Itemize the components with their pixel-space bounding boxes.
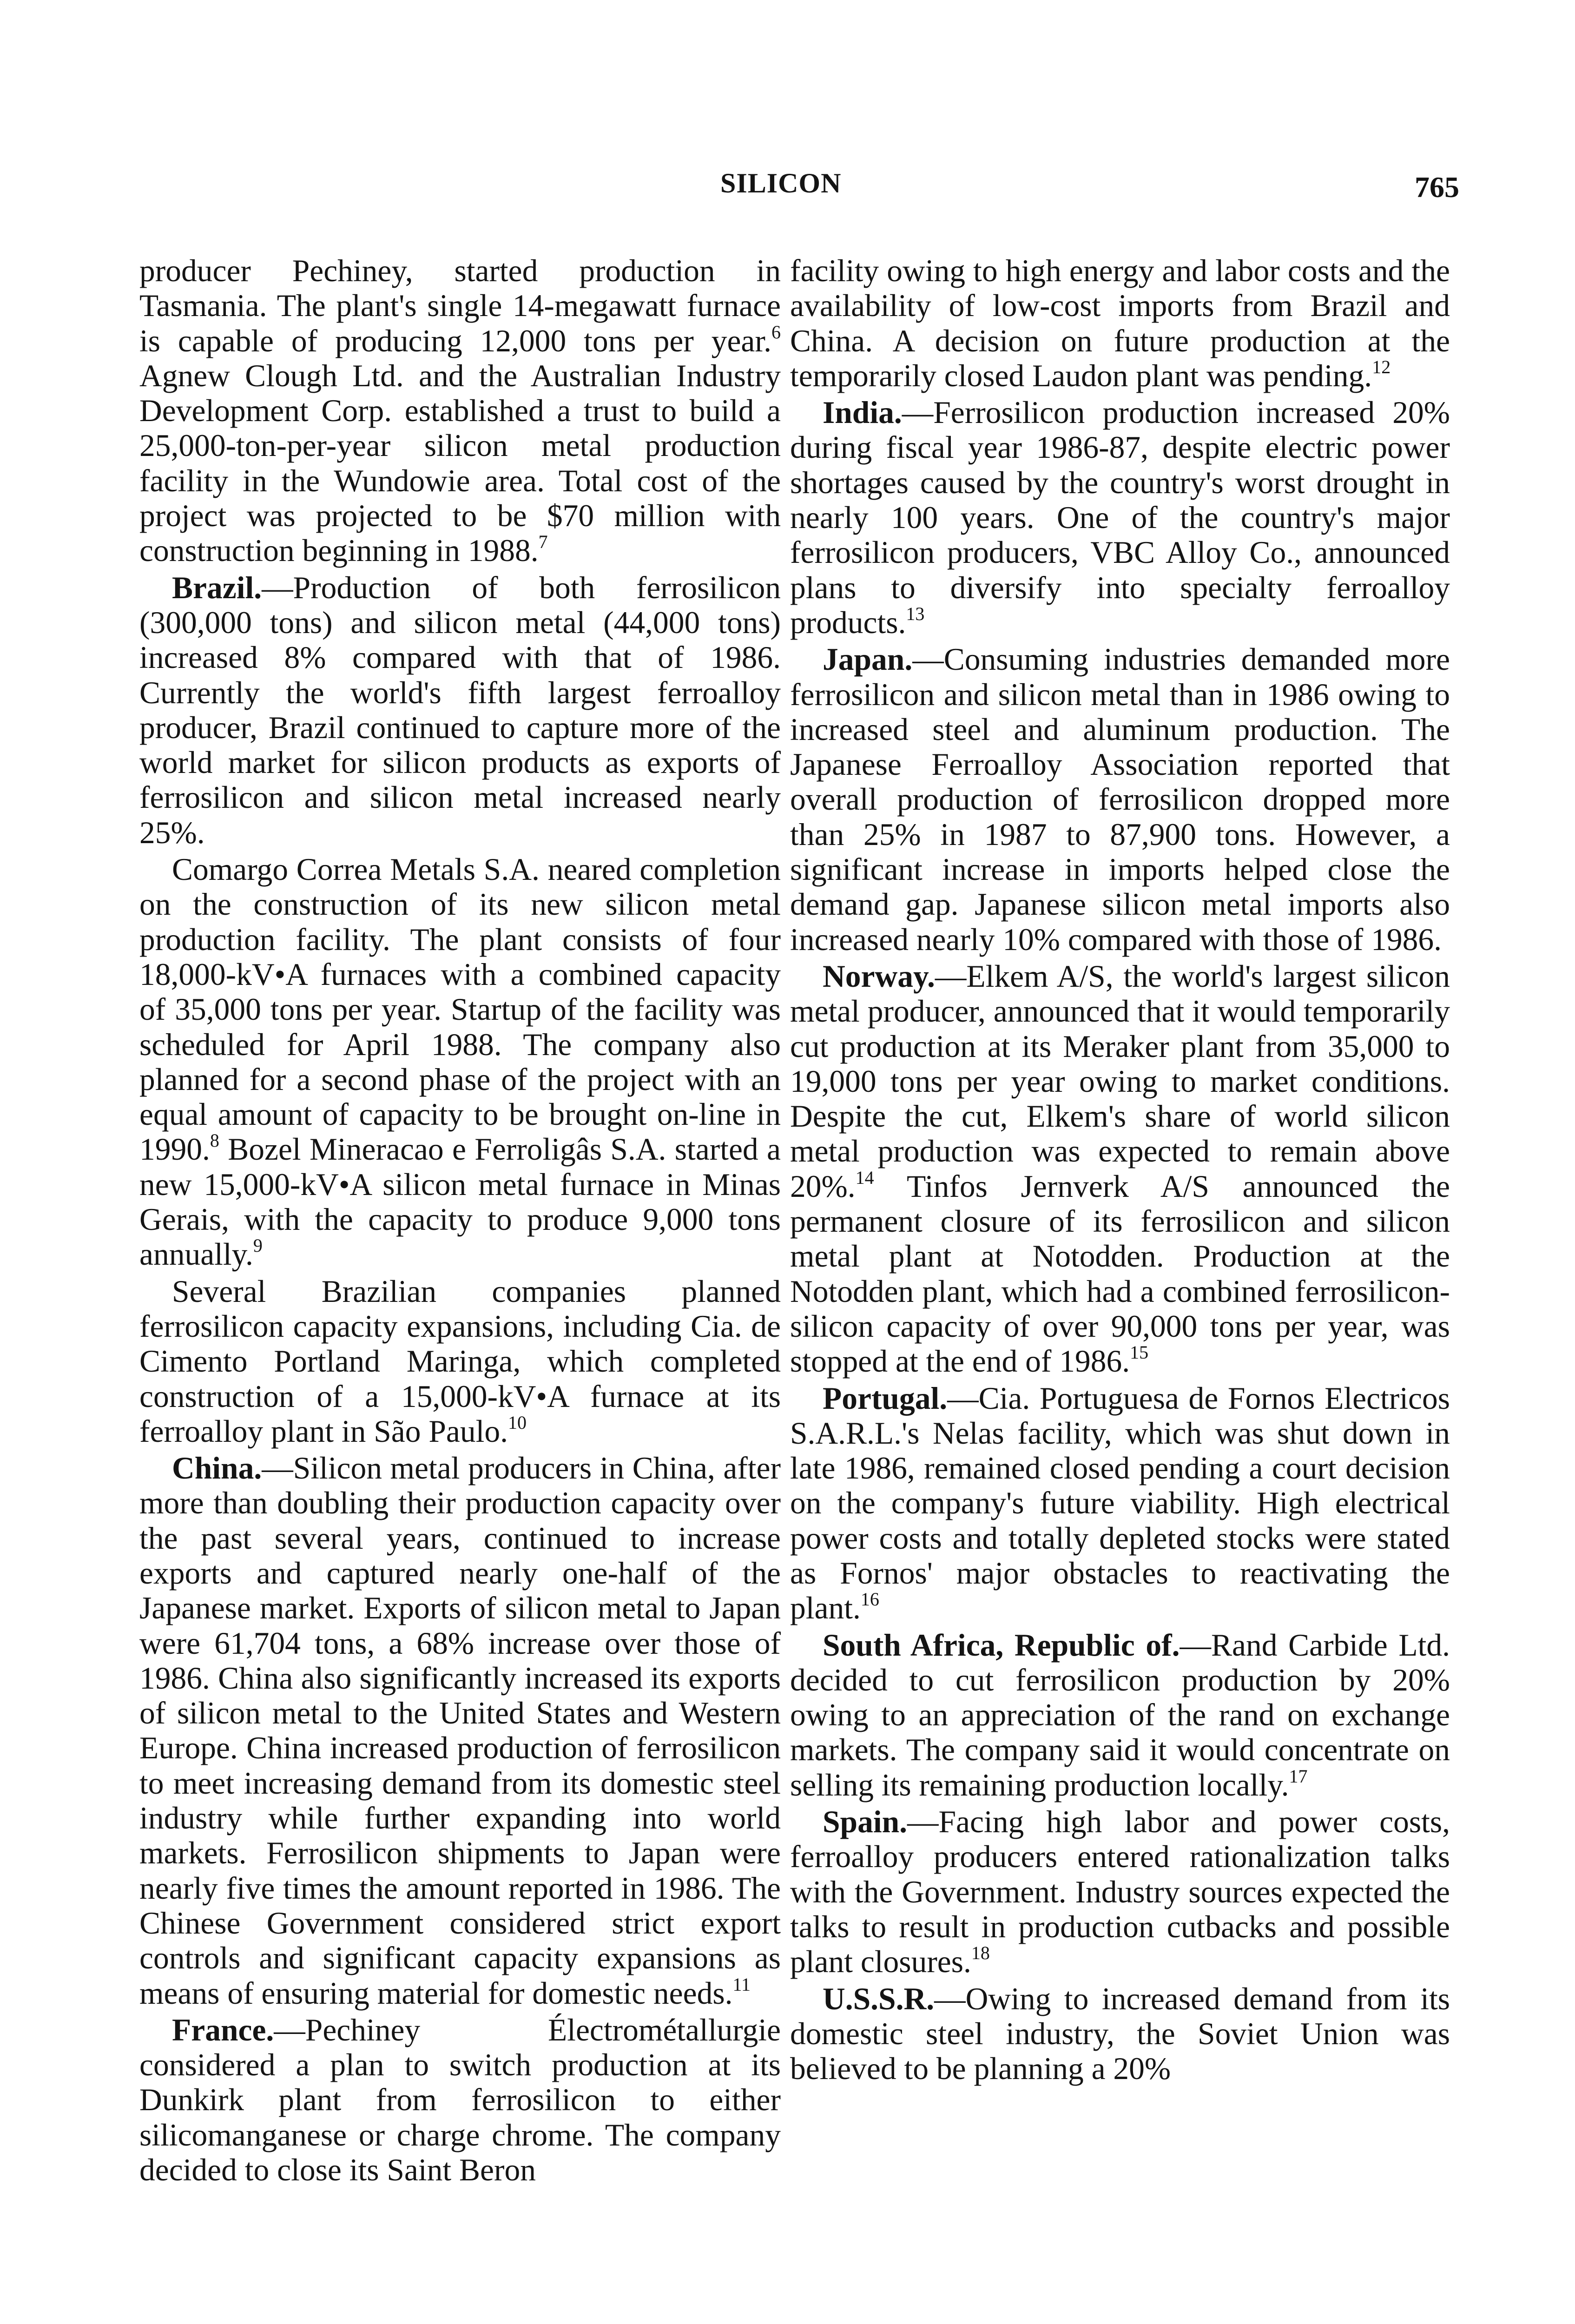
footnote-ref: 10	[507, 1412, 527, 1433]
footnote-ref: 8	[210, 1130, 219, 1151]
footnote-ref: 11	[732, 1974, 751, 1995]
paragraph-france-continued: facility owing to high energy and labor costs and the availability of low-cost imports from Brazil and China. A decision on future production at the temporarily closed Laudon plant was pending.$^{12}$	[790, 253, 1450, 393]
footnote-ref: 15	[1130, 1342, 1149, 1363]
paragraph-norway: Norway.—Elkem A/S, the world's largest silicon metal producer, announced that it would temporarily cut production at its Meraker plant from 35,000 to 19,000 tons per year owing to market conditions. Despite the cut, Elkem's share of world silicon metal production was expected to remain above 20%.$^{14}$ Tinfos Jernverk A/S announced the permanent closure of its ferrosilicon and silicon metal plant at Notodden. Production at the Notodden plant, which had a combined ferrosilicon-silicon capacity of over 90,000 tons per year, was stopped at the end of 1986.15	[790, 958, 1450, 1379]
paragraph-india: India.—Ferrosilicon production increased 20% during fiscal year 1986-87, despite electric power shortages caused by the country's worst drought in nearly 100 years. One of the country's major ferrosilicon producers, VBC Alloy Co., announced plans to diversify into specialty ferroalloy products.$^{13}$	[790, 395, 1450, 640]
paragraph-south-africa: South Africa, Republic of.—Rand Carbide Ltd. decided to cut ferrosilicon production by 20% owing to an appreciation of the rand on exchange markets. The company said it would concentrate on selling its remaining production locally.$^{17}$	[790, 1627, 1450, 1802]
footnote-ref: 7	[538, 531, 548, 553]
country-heading-ussr: U.S.S.R.	[823, 1981, 935, 2016]
footnote-ref: 13	[906, 603, 925, 624]
right-column	[790, 253, 1450, 2088]
footnote-ref: 9	[253, 1235, 263, 1256]
footnote-ref: 18	[971, 1942, 990, 1964]
running-title: SILICON	[720, 168, 842, 198]
country-heading-spain: Spain.	[823, 1804, 907, 1840]
paragraph-australia-continued: producer Pechiney, started production in Tasmania. The plant's single 14-megawatt furnace is capable of producing 12,000 tons per year.$^6$ Agnew Clough Ltd. and the Australian Industry Development Corp. established a trust to build a 25,000-ton-per-year silicon metal production facility in the Wundowie area. Total cost of the project was projected to be $70 million with construction beginning in 1988.$^7$	[139, 253, 781, 568]
country-heading-japan: Japan.	[823, 642, 913, 677]
country-heading-brazil: Brazil.	[172, 570, 262, 605]
footnote-ref: 17	[1289, 1765, 1308, 1787]
page-header	[139, 167, 1459, 209]
paragraph-france: France.—Pechiney Électrométallurgie considered a plan to switch production at its Dunkirk plant from ferrosilicon to either silicomanganese or charge chrome. The company decided to close its Saint Beron	[139, 2012, 781, 2188]
country-heading-india: India.	[823, 395, 902, 430]
footnote-ref: 14	[855, 1167, 874, 1188]
paragraph-ussr: U.S.S.R.—Owing to increased demand from its domestic steel industry, the Soviet Union was believed to be planning a 20%	[790, 1981, 1450, 2086]
country-heading-china: China.	[172, 1451, 262, 1486]
paragraph-brazilian-expansions: Several Brazilian companies planned ferrosilicon capacity expansions, including Cia. de Cimento Portland Maringa, which completed construction of a 15,000-kV•A furnace at its ferroalloy plant in São Paulo.$^{10}$	[139, 1274, 781, 1449]
paragraph-china: China.—Silicon metal producers in China, after more than doubling their production capacity over the past several years, continued to increase exports and captured nearly one-half of the Japanese market. Exports of silicon metal to Japan were 61,704 tons, a 68% increase over those of 1986. China also significantly increased its exports of silicon metal to the United States and Western Europe. China increased production of ferrosilicon to meet increasing demand from its domestic steel industry while further expanding into world markets. Ferrosilicon shipments to Japan were nearly five times the amount reported in 1986. The Chinese Government considered strict export controls and significant capacity expansions as means of ensuring material for domestic needs.$^{11}$	[139, 1451, 781, 2011]
country-heading-france: France.	[172, 2012, 274, 2047]
paragraph-spain: Spain.—Facing high labor and power costs, ferroalloy producers entered rationalization talks with the Government. Industry sources expected the talks to result in production cutbacks and possible plant closures.$^{18}$	[790, 1804, 1450, 1980]
paragraph-japan: Japan.—Consuming industries demanded more ferrosilicon and silicon metal than in 1986 owing to increased steel and aluminum production. The Japanese Ferroalloy Association reported that overall production of ferrosilicon dropped more than 25% in 1987 to 87,900 tons. However, a significant increase in imports helped close the demand gap. Japanese silicon metal imports also increased nearly 10% compared with those of 1986.	[790, 642, 1450, 957]
country-heading-south-africa: South Africa, Republic of.	[823, 1627, 1180, 1663]
country-heading-norway: Norway.	[823, 958, 935, 994]
page-number: 765	[1415, 171, 1459, 204]
footnote-ref: 6	[771, 321, 781, 343]
footnote-ref: 16	[860, 1589, 879, 1610]
country-heading-portugal: Portugal.	[823, 1380, 948, 1416]
paragraph-brazil: Brazil.—Production of both ferrosilicon (300,000 tons) and silicon metal (44,000 tons) increased 8% compared with that of 1986. Currently the world's fifth largest ferroalloy producer, Brazil continued to capture more of the world market for silicon products as exports of ferrosilicon and silicon metal increased nearly 25%.	[139, 570, 781, 850]
paragraph-comargo: Comargo Correa Metals S.A. neared completion on the construction of its new silicon metal production facility. The plant consists of four 18,000-kV•A furnaces with a combined capacity of 35,000 tons per year. Startup of the facility was scheduled for April 1988. The company also planned for a second phase of the project with an equal amount of capacity to be brought on-line in 1990.$^8$ Bozel Mineracao e Ferroligâs S.A. started a new 15,000-kV•A silicon metal furnace in Minas Gerais, with the capacity to produce 9,000 tons annually.$^9$	[139, 852, 781, 1272]
paragraph-portugal: Portugal.—Cia. Portuguesa de Fornos Electricos S.A.R.L.'s Nelas facility, which was shut down in late 1986, remained closed pending a court decision on the company's future viability. High electrical power costs and totally depleted stocks were stated as Fornos' major obstacles to reactivating the plant.$^{16}$	[790, 1380, 1450, 1626]
left-column	[139, 253, 781, 2189]
footnote-ref: 12	[1372, 356, 1391, 377]
